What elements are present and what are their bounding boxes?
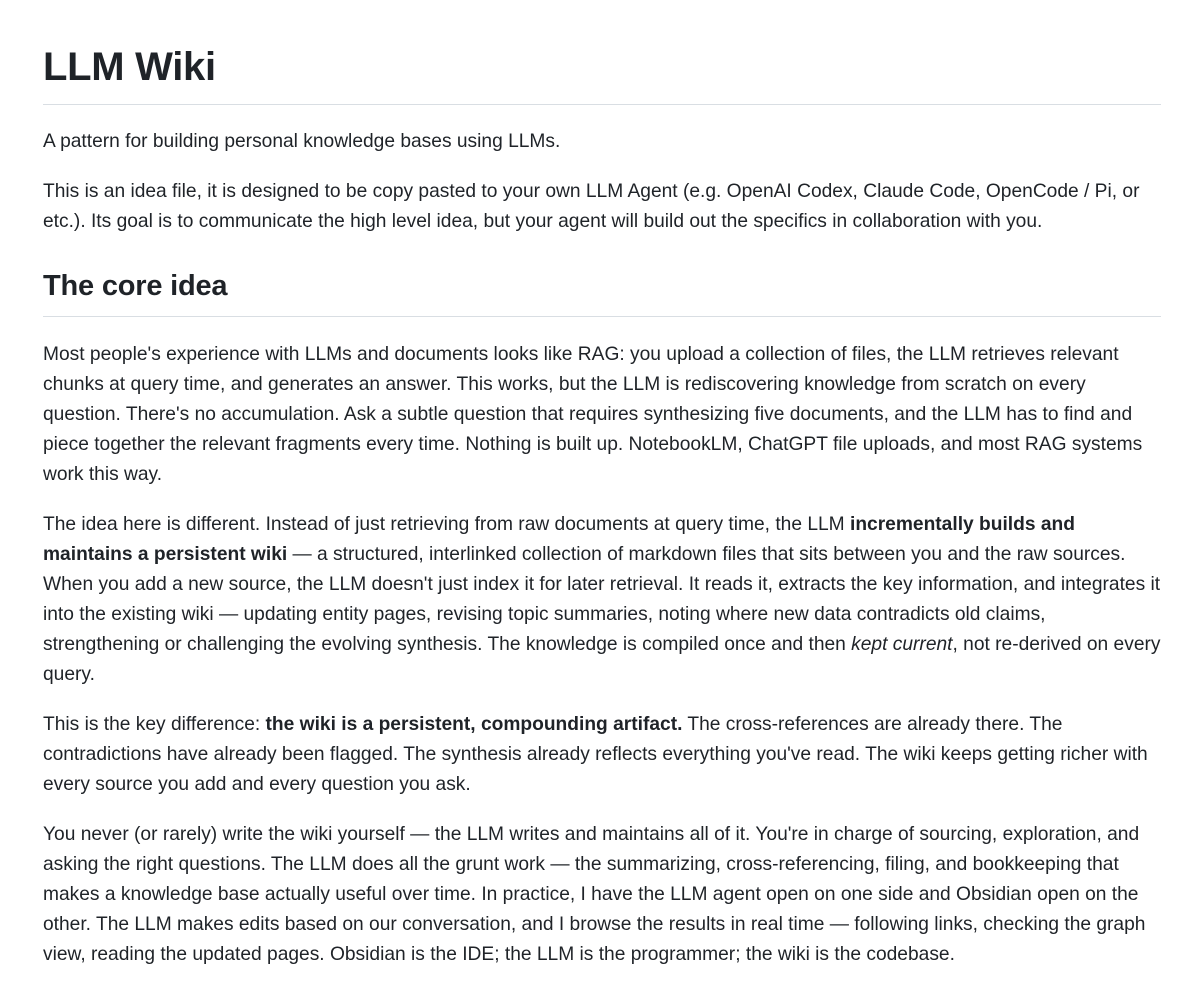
intro-paragraph: A pattern for building personal knowledge bases using LLMs.	[43, 131, 561, 152]
section-heading: The core idea	[43, 266, 1161, 317]
paragraph-key-difference	[43, 710, 1161, 800]
paragraph-idea-bold: incrementally builds and maintains a persistent wiki	[43, 514, 1075, 565]
paragraph-key-bold: the wiki is a persistent, compounding artifact.	[265, 714, 683, 735]
note-paragraph: This is an idea file, it is designed to be copy pasted to your own LLM Agent (e.g. OpenAI Codex, Claude Code, OpenCode / Pi, or etc.). Its goal is to communicate the high level idea, but your agent will build out the specifics in collaboration with you.	[43, 181, 1140, 232]
document-body	[43, 0, 1161, 970]
paragraph-idea-text-1: The idea here is different. Instead of just retrieving from raw documents at query time, the LLM	[43, 514, 850, 535]
paragraph-idea-text-2: — a structured, interlinked collection of markdown files that sits between you and the raw sources. When you add a new source, the LLM doesn't just index it for later retrieval. It reads it, extracts the key information, and integrates it into the existing wiki — updating entity pages, revising topic summaries, noting where new data contradicts old claims, strengthening or challenging the evolving synthesis. The knowledge is compiled once and then	[43, 544, 1161, 655]
page-title: LLM Wiki	[43, 42, 1161, 105]
paragraph-idea	[43, 510, 1161, 690]
paragraph-key-text-1: This is the key difference:	[43, 714, 266, 735]
paragraph-rag: Most people's experience with LLMs and documents looks like RAG: you upload a collection of files, the LLM retrieves relevant chunks at query time, and generates an answer. This works, but the LLM is rediscovering knowledge from scratch on every question. There's no accumulation. Ask a subtle question that requires synthesizing five documents, and the LLM has to find and piece together the relevant fragments every time. Nothing is built up. NotebookLM, ChatGPT file uploads, and most RAG systems work this way.	[43, 344, 1143, 485]
paragraph-key-text-2: The cross-references are already there. The contradictions have already been flagged. The synthesis already reflects everything you've read. The wiki keeps getting richer with every source you add and every question you ask.	[43, 714, 1148, 795]
paragraph-workflow: You never (or rarely) write the wiki yourself — the LLM writes and maintains all of it. You're in charge of sourcing, exploration, and asking the right questions. The LLM does all the grunt work — the summarizing, cross-referencing, filing, and bookkeeping that makes a knowledge base actually useful over time. In practice, I have the LLM agent open on one side and Obsidian open on the other. The LLM makes edits based on our conversation, and I browse the results in real time — following links, checking the graph view, reading the updated pages. Obsidian is the IDE; the LLM is the programmer; the wiki is the codebase.	[43, 824, 1146, 965]
paragraph-idea-text-3: , not re-derived on every query.	[43, 634, 1161, 685]
paragraph-idea-italic: kept current	[851, 634, 953, 655]
